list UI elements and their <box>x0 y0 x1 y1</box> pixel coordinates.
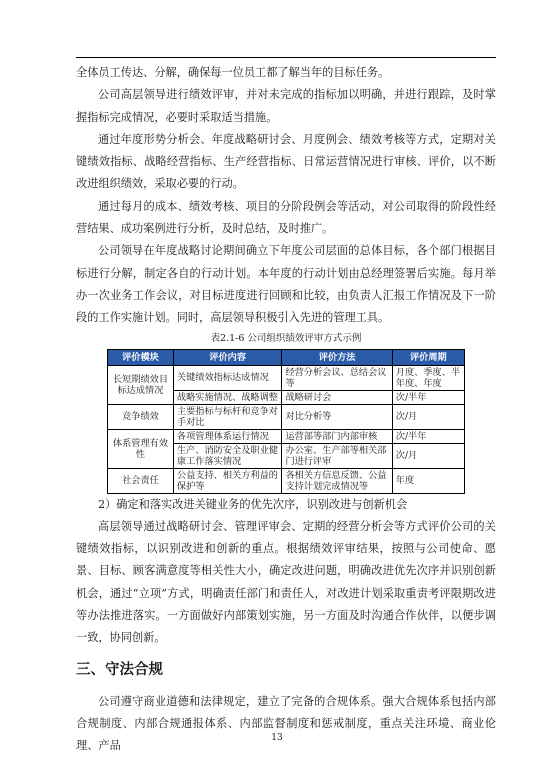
header-rule <box>76 57 496 58</box>
table-cell-period: 年度 <box>392 468 464 493</box>
table-cell-method: 对比分析等 <box>282 404 392 429</box>
table-cell-period: 月度、季度、半年度、年度 <box>392 365 464 390</box>
subheading: 2）确定和落实改进关键业务的优先次序，识别改进与创新机会 <box>98 497 408 511</box>
table-header-cell: 评价方法 <box>282 349 392 365</box>
paragraph: 通过每月的成本、绩效考核、项目的分阶段例会等活动，对公司取得的阶段性经营结果、成功案例进行分析，及时总结，及时推广。 <box>76 199 496 236</box>
table-row <box>108 404 465 429</box>
table-row <box>108 468 465 493</box>
paragraph: 高层领导通过战略研讨会、管理评审会、定期的经营分析会等方式评价公司的关键绩效指标，以识别改进和创新的重点。根据绩效评审结果，按照与公司使命、愿景、目标、顾客满意度等相关性大小，确定改进问题，明确改进优先次序并识别创新机会，通过“立项”方式，明确责任部门和责任人，对改进计划采取重责考评限期改进等办法推进落实。一方面做好内部策划实施，另一方面及时沟通合作伙伴，以便步调一致，协同创新。 <box>76 519 496 645</box>
paragraph: 通过年度形势分析会、年度战略研讨会、月度例会、绩效考核等方式，定期对关键绩效指标、战略经营指标、生产经营指标、日常运营情况进行审核、评价，以不断改进组织绩效，采取必要的行动。 <box>76 132 496 191</box>
table-cell-module: 社会责任 <box>108 468 174 493</box>
table-cell-content: 公益支持、相关方利益的保护等 <box>173 468 282 493</box>
table-cell-method: 经营分析会议、总结会议等 <box>282 365 392 390</box>
table-cell-module: 长短期绩效目标达成情况 <box>108 365 174 404</box>
table-cell-period: 次/半年 <box>392 390 464 404</box>
table-cell-method: 各相关方信息反馈、公益支持计划完成情况等 <box>282 468 392 493</box>
table-cell-module: 体系管理有效性 <box>108 429 174 468</box>
table-header-cell: 评价模块 <box>108 349 174 365</box>
paragraph: 全体员工传达、分解，确保每一位员工都了解当年的目标任务。 <box>76 66 390 79</box>
table-cell-content: 生产、消防安全及职业健康工作落实情况 <box>173 443 282 468</box>
page-content <box>76 62 496 758</box>
table-row <box>108 429 465 443</box>
table-cell-content: 各项管理体系运行情况 <box>173 429 282 443</box>
table-cell-content: 战略实施情况、战略调整 <box>173 390 282 404</box>
paragraph: 公司遵守商业道德和法律规定，建立了完备的合规体系。强大合规体系包括内部合规制度、内部合规通报体系、内部监督制度和惩戒制度，重点关注环境、商业伦理、产品 <box>76 694 496 753</box>
table-cell-period: 次/月 <box>392 443 464 468</box>
paragraph: 公司高层领导进行绩效评审，并对未完成的指标加以明确，并进行跟踪，及时掌握指标完成情况，必要时采取适当措施。 <box>76 88 496 124</box>
evaluation-table <box>107 349 465 494</box>
table-cell-method: 运营部等部门内部审核 <box>282 429 392 443</box>
table-caption: 表2.1-6 公司组织绩效评审方式示例 <box>210 332 362 344</box>
table-header-row <box>108 349 465 365</box>
paragraph: 公司领导在年度战略讨论期间确立下年度公司层面的总体目标，各个部门根据目标进行分解，制定各自的行动计划。本年度的行动计划由总经理签署后实施。每月举办一次业务工作会议，对目标进度进行回顾和比较，由负责人汇报工作情况及下一阶段的工作实施计划。同时，高层领导积极引入先进的管理工具。 <box>76 244 496 325</box>
table-cell-content: 关键绩效指标达成情况 <box>173 365 282 390</box>
page-number: 13 <box>271 733 283 743</box>
table-cell-period: 次/半年 <box>392 429 464 443</box>
section-title: 三、守法合规 <box>76 661 163 678</box>
table-row <box>108 365 465 390</box>
table-header-cell: 评价内容 <box>173 349 282 365</box>
table-cell-module: 竞争绩效 <box>108 404 174 429</box>
table-cell-method: 办公室、生产部等相关部门进行评审 <box>282 443 392 468</box>
table-cell-period: 次/月 <box>392 404 464 429</box>
table-header-cell: 评价周期 <box>392 349 464 365</box>
table-cell-method: 战略研讨会 <box>282 390 392 404</box>
table-cell-content: 主要指标与标杆和竞争对手对比 <box>173 404 282 429</box>
